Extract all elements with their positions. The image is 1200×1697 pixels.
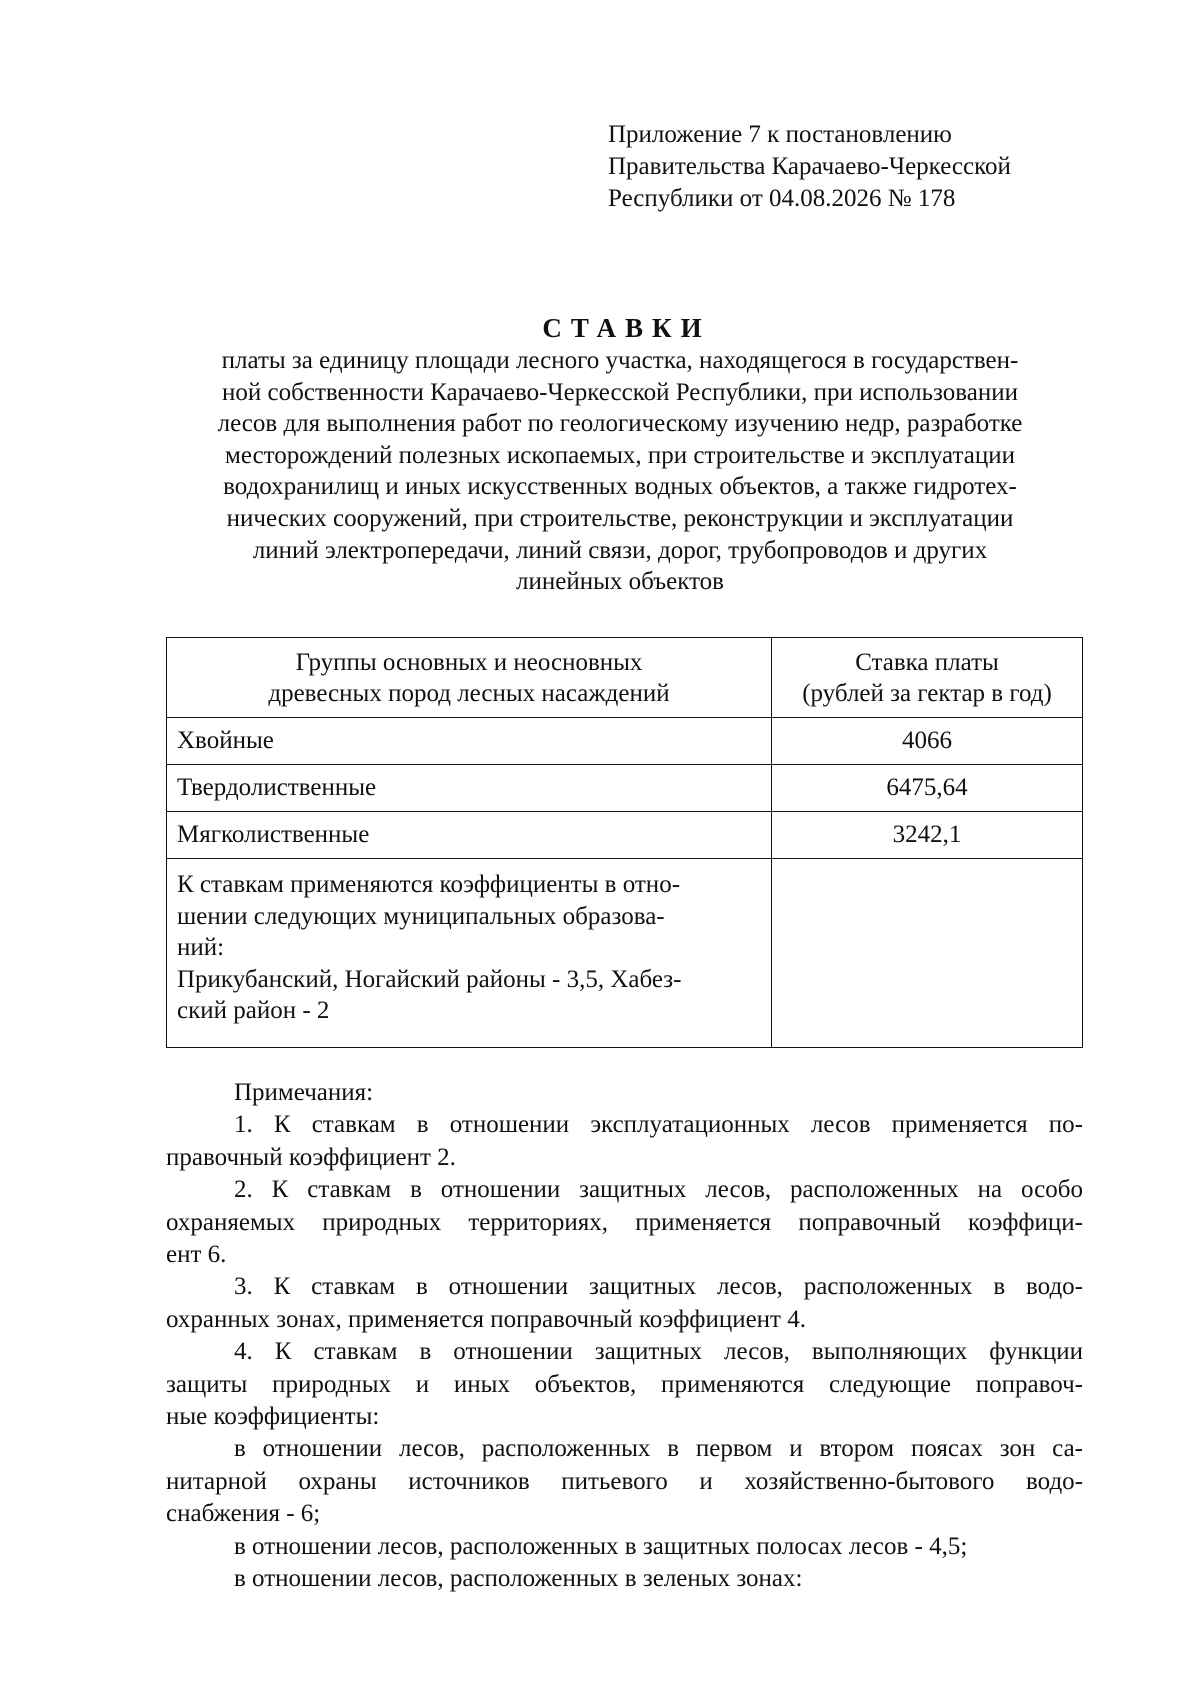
note-line: ные коэффициенты: [166,1403,380,1431]
appendix-line: Республики от 04.08.2026 № 178 [608,185,956,212]
subtitle-line: лесов для выполнения работ по геологическому изучению недр, разработке [217,410,1023,438]
subtitle-line: ной собственности Карачаево-Черкесской Республики, при использовании [222,378,1018,406]
note-line: в отношении лесов, расположенных в защитных полосах лесов - 4,5; [234,1532,968,1560]
subtitle-line: водохранилищ и иных искусственных водных объектов, а также гидротех- [223,473,1017,501]
document-subtitle [150,345,1090,598]
header-tree-groups: Группы основных и неосновных древесных пород лесных насаждений [167,638,772,718]
row-value: 6475,64 [772,765,1083,812]
note-line: в отношении лесов, расположенных в первом и втором поясах зон са- [234,1435,1083,1463]
row-name: Хвойные [167,718,772,765]
note-line: 3. К ставкам в отношении защитных лесов, расположенных в водо- [234,1273,1083,1301]
note-line: охранных зонах, применяется поправочный коэффициент 4. [166,1305,806,1333]
row-name: Твердолиственные [167,765,772,812]
note-line: 2. К ставкам в отношении защитных лесов, расположенных на особо [234,1176,1083,1204]
table-row [167,718,1083,765]
table-row-coefficients [167,859,1083,1048]
note-line: ент 6. [166,1241,227,1269]
appendix-line: Правительства Карачаево-Черкесской [608,153,1011,180]
note-line: в отношении лесов, расположенных в зеленых зонах: [234,1565,803,1593]
subtitle-line: линий электропередачи, линий связи, дорог, трубопроводов и других [252,536,988,564]
subtitle-line: нических сооружений, при строительстве, реконструкции и эксплуатации [226,504,1014,532]
notes-section [166,1077,1083,1596]
note-line: защиты природных и иных объектов, применяются следующие поправоч- [166,1370,1083,1398]
table-row [167,765,1083,812]
row-value: 3242,1 [772,812,1083,859]
appendix-line: Приложение 7 к постановлению [608,121,952,148]
appendix-reference [608,119,1128,215]
note-line: нитарной охраны источников питьевого и хозяйственно-бытового водо- [166,1467,1083,1495]
rates-table [166,637,1083,1048]
row-value: 4066 [772,718,1083,765]
note-line: охраняемых природных территориях, применяется поправочный коэффици- [166,1208,1083,1236]
subtitle-line: месторождений полезных ископаемых, при строительстве и эксплуатации [225,441,1015,469]
table-row [167,812,1083,859]
note-line: 4. К ставкам в отношении защитных лесов, выполняющих функции [234,1338,1083,1366]
note-line: снабжения - 6; [166,1500,321,1528]
coefficients-cell: К ставкам применяются коэффициенты в отно- шении следующих муниципальных образова- ний: Прикубанский, Ногайский районы - 3,5, Хабез- ский район - 2 [167,859,772,1048]
coefficients-empty-cell [772,859,1083,1048]
table-header-row [167,638,1083,718]
note-line: правочный коэффициент 2. [166,1143,456,1171]
row-name: Мягколиственные [167,812,772,859]
note-line: 1. К ставкам в отношении эксплуатационных лесов применяется по- [234,1111,1083,1139]
subtitle-line: линейных объектов [516,568,724,596]
subtitle-line: платы за единицу площади лесного участка, находящегося в государствен- [221,347,1019,374]
document-title: СТАВКИ [542,313,711,343]
notes-heading: Примечания: [234,1079,374,1106]
header-rate: Ставка платы (рублей за гектар в год) [772,638,1083,718]
